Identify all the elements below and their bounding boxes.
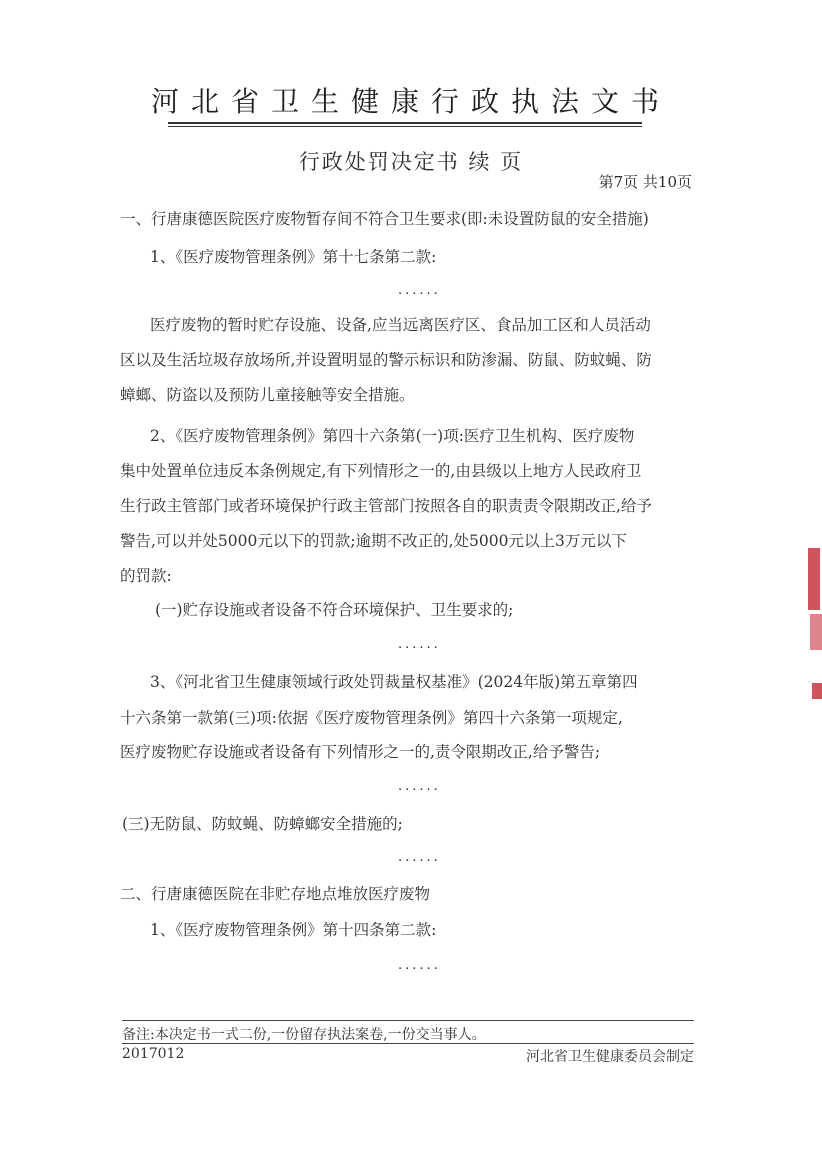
footer-rule [122, 1043, 694, 1044]
footer-note: 备注:本决定书一式二份,一份留存执法案卷,一份交当事人。 [122, 1027, 486, 1043]
clause-3-text-line: 3、《河北省卫生健康领域行政处罚裁量权基准》(2024年版)第五章第四 [150, 673, 638, 691]
clause-2-text-line: 集中处置单位违反本条例规定,有下列情形之一的,由县级以上地方人民政府卫 [120, 462, 642, 480]
section-2-citation: 1、《医疗废物管理条例》第十四条第二款: [150, 921, 437, 939]
section-2-heading: 二、行唐康德医院在非贮存地点堆放医疗废物 [120, 885, 431, 903]
title-underline-thin [168, 126, 642, 127]
clause-3-item: (三)无防鼠、防蚊蝇、防蟑螂安全措施的; [122, 815, 403, 833]
clause-1-text-line: 区以及生活垃圾存放场所,并设置明显的警示标识和防渗漏、防鼠、防蚊蝇、防 [120, 351, 652, 369]
ellipsis: ...... [398, 850, 441, 865]
footer-rule [122, 1020, 694, 1021]
clause-1-text-line: 蟑螂、防盗以及预防儿童接触等安全措施。 [120, 386, 415, 404]
clause-2-text-line: 2、《医疗废物管理条例》第四十六条第(一)项:医疗卫生机构、医疗废物 [150, 427, 635, 445]
clause-3-text-line: 医疗废物贮存设施或者设备有下列情形之一的,责令限期改正,给予警告; [120, 743, 601, 761]
clause-1-citation: 1、《医疗废物管理条例》第十七条第二款: [150, 248, 437, 266]
clause-2-item: (一)贮存设施或者设备不符合环境保护、卫生要求的; [155, 601, 514, 619]
clause-2-text-line: 警告,可以并处5000元以下的罚款;逾期不改正的,处5000元以上3万元以下 [120, 532, 627, 550]
clause-1-text-line: 医疗废物的暂时贮存设施、设备,应当远离医疗区、食品加工区和人员活动 [150, 316, 651, 334]
clause-2-text-line: 的罚款: [120, 567, 172, 585]
form-code: 2017012 [122, 1046, 185, 1062]
ellipsis: ...... [398, 283, 441, 298]
ellipsis: ...... [398, 958, 441, 973]
seal-edge-mark [808, 548, 820, 610]
seal-edge-mark [812, 683, 822, 699]
document-title: 河北省卫生健康行政执法文书 [150, 85, 671, 118]
document-subtitle: 行政处罚决定书 续 页 [298, 150, 524, 174]
ellipsis: ...... [398, 779, 441, 794]
title-underline [168, 122, 642, 124]
ellipsis: ...... [398, 637, 441, 652]
form-issuer: 河北省卫生健康委员会制定 [526, 1049, 694, 1065]
page-number: 第7页 共10页 [598, 173, 692, 191]
clause-2-text-line: 生行政主管部门或者环境保护行政主管部门按照各自的职责责令限期改正,给予 [120, 497, 652, 515]
clause-3-text-line: 十六条第一款第(三)项:依据《医疗废物管理条例》第四十六条第一项规定, [120, 709, 623, 727]
seal-edge-mark [810, 614, 822, 650]
section-1-heading: 一、行唐康德医院医疗废物暂存间不符合卫生要求(即:未设置防鼠的安全措施) [120, 210, 649, 228]
